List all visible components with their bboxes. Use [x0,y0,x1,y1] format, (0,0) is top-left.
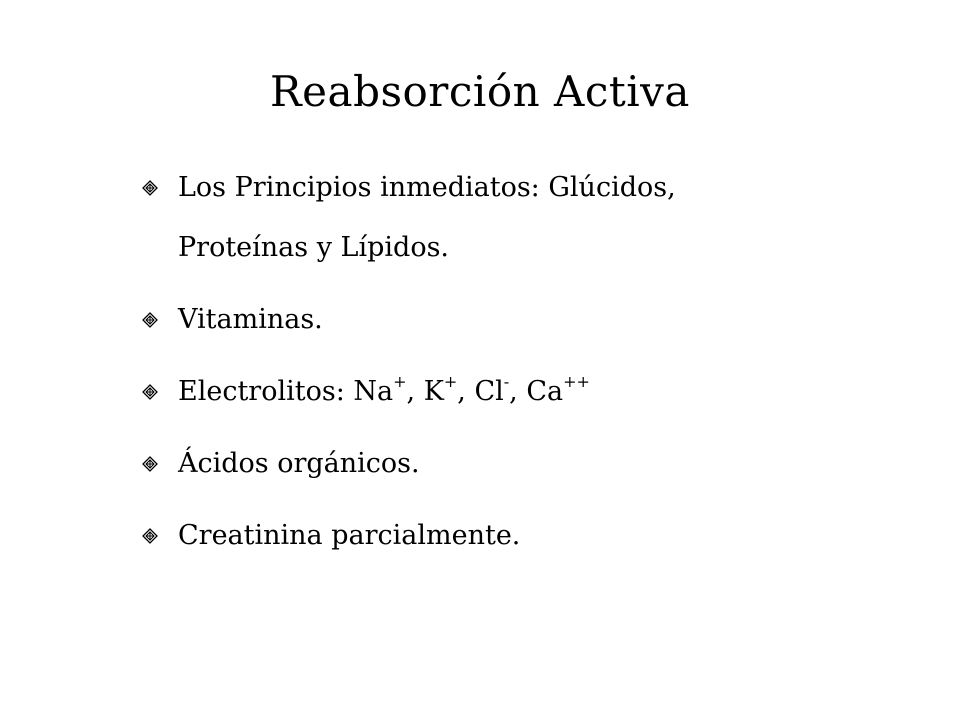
ion-cl [474,372,527,407]
ion-base: Ca [526,376,564,407]
bullet-item-creatinina [142,506,902,566]
ion-separator: , [406,376,424,407]
ion-base: Cl [474,376,504,407]
diamond-bullet-icon [142,384,158,400]
bullet-text: Ácidos orgánicos. [178,448,420,479]
ion-na [353,372,424,407]
ion-charge: + [393,372,407,391]
ion-charge: - [503,372,510,391]
diamond-bullet-icon [142,312,158,328]
bullet-text: Vitaminas. [178,304,323,335]
bullet-item-vitaminas [142,290,902,350]
slide-title: Reabsorción Activa [270,67,690,116]
diamond-bullet-icon [142,456,158,472]
ion-charge: + [443,372,458,391]
bullet-item-electrolitos [142,362,902,422]
bullet-item-principios [142,158,902,278]
bullet-text-line-1: Los Principios inmediatos: Glúcidos, [178,172,676,203]
bullet-text-line-2: Proteínas y Lípidos. [178,232,450,263]
diamond-bullet-icon [142,180,158,196]
bullet-text-electrolitos [178,362,902,422]
ion-ca [526,372,590,407]
ion-separator: , [509,376,527,407]
ion-k [423,372,475,407]
diamond-bullet-icon [142,528,158,544]
ion-base: Na [353,376,394,407]
electrolitos-prefix: Electrolitos: [178,376,354,407]
ion-charge: ++ [563,372,590,391]
ion-base: K [423,376,444,407]
bullet-text: Creatinina parcialmente. [178,520,521,551]
bullet-item-acidos [142,434,902,494]
bullet-list [142,158,902,578]
ion-separator: , [457,376,475,407]
